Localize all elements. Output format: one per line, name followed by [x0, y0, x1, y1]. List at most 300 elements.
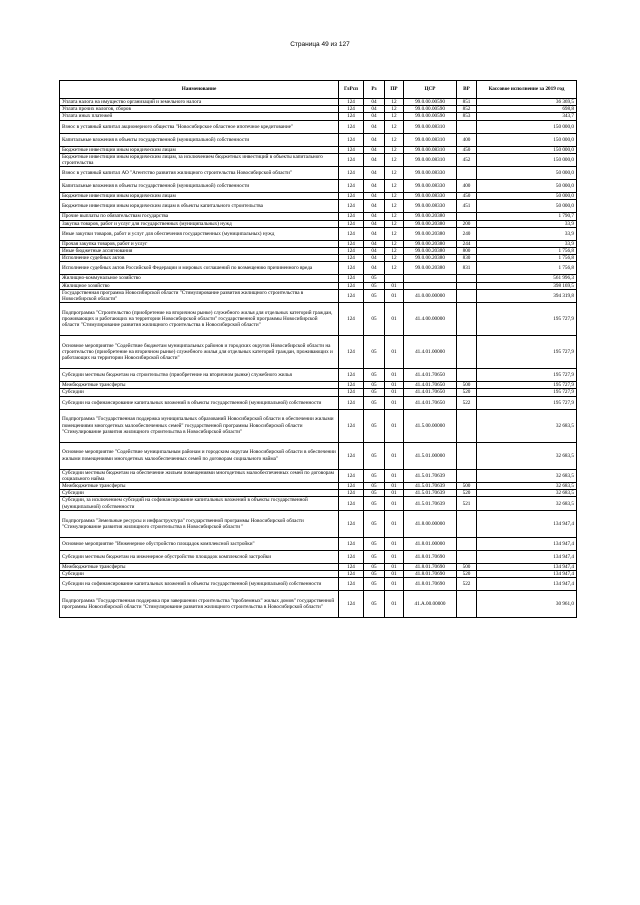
cell-vr: 451 [457, 200, 477, 213]
cell-pr: 12 [385, 213, 404, 220]
cell-amount: 150 000,0 [477, 146, 577, 153]
cell-glrsp: 124 [339, 409, 364, 442]
cell-pr: 01 [385, 442, 404, 469]
cell-glrsp: 124 [339, 591, 364, 618]
cell-rz: 05 [364, 396, 385, 409]
cell-vr [457, 303, 477, 336]
table-row [60, 563, 577, 570]
table-row [60, 255, 577, 262]
cell-glrsp: 124 [339, 563, 364, 570]
cell-pr: 01 [385, 571, 404, 578]
cell-vr [457, 537, 477, 550]
cell-pr: 12 [385, 220, 404, 227]
table-row [60, 153, 577, 166]
cell-name: Иные бюджетные ассигнования [60, 248, 339, 255]
cell-name: Основное мероприятие "Содействие бюджетам муниципальных районов и городских округов Новосибирской области на строительство (приобретение на вторичном рынке) служебного жилья для отдельных категорий граждан, проживающих и работающих на территории Новосибирской области" [60, 336, 339, 369]
cell-pr: 01 [385, 389, 404, 396]
cell-name: Бюджетные инвестиции иным юридическим лицам в объекты капитального строительства [60, 200, 339, 213]
cell-rz: 04 [364, 255, 385, 262]
table-row [60, 389, 577, 396]
cell-name: Межбюджетные трансферты [60, 483, 339, 490]
cell-amount: 32 683,5 [477, 483, 577, 490]
cell-amount: 195 727,9 [477, 303, 577, 336]
cell-rz: 05 [364, 389, 385, 396]
cell-name: Субсидии [60, 389, 339, 396]
cell-pr: 12 [385, 153, 404, 166]
cell-vr: 831 [457, 262, 477, 275]
cell-vr: 500 [457, 483, 477, 490]
cell-name: Прочая закупка товаров, работ и услуг [60, 240, 339, 247]
column-header-amount: Кассовое исполнение за 2019 год [477, 81, 577, 99]
cell-csr: 41.4.01.70650 [404, 396, 457, 409]
cell-vr: 521 [457, 497, 477, 510]
cell-pr: 01 [385, 369, 404, 382]
cell-amount: 134 947,4 [477, 563, 577, 570]
table-row [60, 180, 577, 193]
cell-glrsp: 124 [339, 99, 364, 106]
cell-csr: 41.А.00.00000 [404, 591, 457, 618]
cell-name: Жилищное хозяйство [60, 282, 339, 289]
cell-csr: 41.8.00.00000 [404, 510, 457, 537]
cell-csr: 41.5.01.00000 [404, 442, 457, 469]
cell-glrsp: 124 [339, 106, 364, 113]
cell-glrsp: 124 [339, 248, 364, 255]
cell-csr [404, 282, 457, 289]
cell-amount: 33,9 [477, 227, 577, 240]
cell-csr: 41.5.01.70639 [404, 469, 457, 482]
cell-csr: 99.0.00.20380 [404, 255, 457, 262]
cell-name: Субсидии местным бюджетам на инженерное обустройство площадок комплексной застройки [60, 550, 339, 563]
cell-rz: 04 [364, 240, 385, 247]
cell-amount: 50 000,0 [477, 200, 577, 213]
cell-glrsp: 124 [339, 213, 364, 220]
table-row [60, 497, 577, 510]
cell-name: Межбюджетные трансферты [60, 382, 339, 389]
column-header-glrsp: ГлРсп [339, 81, 364, 99]
cell-rz: 04 [364, 248, 385, 255]
cell-csr: 99.0.00.08310 [404, 133, 457, 146]
cell-rz: 04 [364, 133, 385, 146]
cell-glrsp: 124 [339, 227, 364, 240]
cell-vr: 450 [457, 146, 477, 153]
table-row [60, 396, 577, 409]
table-row [60, 578, 577, 591]
cell-amount: 1 756,8 [477, 255, 577, 262]
cell-rz: 05 [364, 369, 385, 382]
cell-vr [457, 167, 477, 180]
cell-glrsp: 124 [339, 262, 364, 275]
cell-pr: 12 [385, 255, 404, 262]
table-row [60, 483, 577, 490]
cell-amount: 134 947,4 [477, 510, 577, 537]
cell-name: Бюджетные инвестиции иным юридическим лицам [60, 146, 339, 153]
cell-glrsp: 124 [339, 578, 364, 591]
cell-vr: 851 [457, 99, 477, 106]
cell-name: Исполнение судебных актов [60, 255, 339, 262]
cell-pr: 01 [385, 537, 404, 550]
table-row [60, 120, 577, 133]
cell-glrsp: 124 [339, 255, 364, 262]
cell-pr: 12 [385, 133, 404, 146]
cell-csr: 41.8.01.70690 [404, 550, 457, 563]
column-header-pr: ПР [385, 81, 404, 99]
cell-name: Межбюджетные трансферты [60, 563, 339, 570]
cell-csr: 41.4.01.00000 [404, 336, 457, 369]
cell-rz: 05 [364, 483, 385, 490]
cell-vr [457, 369, 477, 382]
cell-pr: 01 [385, 303, 404, 336]
cell-csr: 99.0.00.20380 [404, 240, 457, 247]
cell-rz: 04 [364, 106, 385, 113]
cell-name: Уплата прочих налогов, сборов [60, 106, 339, 113]
cell-pr: 12 [385, 146, 404, 153]
cell-amount: 195 727,9 [477, 336, 577, 369]
cell-pr: 01 [385, 550, 404, 563]
cell-amount: 134 947,4 [477, 578, 577, 591]
table-row [60, 240, 577, 247]
cell-rz: 05 [364, 275, 385, 282]
cell-vr [457, 469, 477, 482]
cell-rz: 04 [364, 200, 385, 213]
cell-name: Субсидии [60, 571, 339, 578]
cell-amount: 698,8 [477, 106, 577, 113]
cell-amount: 343,7 [477, 113, 577, 120]
cell-rz: 05 [364, 537, 385, 550]
cell-rz: 05 [364, 336, 385, 369]
cell-glrsp: 124 [339, 571, 364, 578]
cell-pr: 01 [385, 469, 404, 482]
cell-glrsp: 124 [339, 220, 364, 227]
cell-pr: 01 [385, 282, 404, 289]
page-number-header: Страница 49 из 127 [290, 41, 350, 48]
cell-pr: 12 [385, 113, 404, 120]
cell-vr: 400 [457, 180, 477, 193]
cell-rz: 04 [364, 262, 385, 275]
cell-name: Иные закупки товаров, работ и услуг для обеспечения государственных (муниципальных) нужд [60, 227, 339, 240]
cell-amount: 36 369,5 [477, 99, 577, 106]
cell-pr: 01 [385, 289, 404, 302]
cell-name: Субсидии местным бюджетам на обеспечение жильем помещениями многодетных малообеспеченных семей по договорам социального найма [60, 469, 339, 482]
cell-name: Подпрограмма "Земельные ресурсы и инфраструктура" государственной программы Новосибирской области "Стимулирование развития жилищного строительства в Новосибирской области " [60, 510, 339, 537]
cell-vr: 452 [457, 153, 477, 166]
cell-csr: 41.4.01.70650 [404, 389, 457, 396]
cell-csr [404, 275, 457, 282]
cell-name: Прочие выплаты по обязательствам государства [60, 213, 339, 220]
cell-name: Субсидии [60, 490, 339, 497]
cell-glrsp: 124 [339, 193, 364, 200]
cell-glrsp: 124 [339, 550, 364, 563]
cell-amount: 150 000,0 [477, 120, 577, 133]
cell-vr: 500 [457, 382, 477, 389]
cell-amount: 32 683,5 [477, 409, 577, 442]
cell-vr [457, 282, 477, 289]
cell-name: Субсидии, за исключением субсидий на софинансирование капитальных вложений в объекты государственной (муниципальной) собственности [60, 497, 339, 510]
cell-pr: 01 [385, 409, 404, 442]
table-row [60, 550, 577, 563]
cell-name: Государственная программа Новосибирской области "Стимулирование развития жилищного строительства в Новосибирской области" [60, 289, 339, 302]
cell-glrsp: 124 [339, 200, 364, 213]
cell-glrsp: 124 [339, 537, 364, 550]
cell-glrsp: 124 [339, 153, 364, 166]
cell-glrsp: 124 [339, 120, 364, 133]
cell-amount: 195 727,9 [477, 369, 577, 382]
cell-amount: 394 319,8 [477, 289, 577, 302]
table-row [60, 469, 577, 482]
cell-pr: 01 [385, 490, 404, 497]
cell-vr [457, 442, 477, 469]
table-row [60, 591, 577, 618]
cell-amount: 32 683,5 [477, 442, 577, 469]
table-row [60, 193, 577, 200]
table-row [60, 262, 577, 275]
cell-amount: 32 683,5 [477, 469, 577, 482]
cell-name: Подпрограмма "Государственная поддержка муниципальных образований Новосибирской области в обеспечении жилыми помещениями многодетных малообеспеченных семей" государственной программы Новосибирской области "Стимулирование развития жилищного строительства в Новосибирской области" [60, 409, 339, 442]
cell-name: Основное мероприятие "Содействие муниципальным районам и городским округам Новосибирской области в обеспечении жилыми помещениями многодетных малообеспеченных семей по договорам социального найма" [60, 442, 339, 469]
table-row [60, 248, 577, 255]
cell-vr: 500 [457, 563, 477, 570]
cell-vr [457, 510, 477, 537]
table-row [60, 571, 577, 578]
cell-csr: 99.0.00.20380 [404, 227, 457, 240]
table-row [60, 303, 577, 336]
table-row [60, 369, 577, 382]
cell-pr [385, 275, 404, 282]
cell-vr [457, 289, 477, 302]
cell-amount: 50 000,0 [477, 167, 577, 180]
cell-glrsp: 124 [339, 382, 364, 389]
cell-name: Подпрограмма "Государственная поддержка при завершении строительства "проблемных" жилых домов" государственной программы Новосибирской области "Стимулирование развития жилищного строительства в Новосибирской области" [60, 591, 339, 618]
cell-amount: 33,9 [477, 220, 577, 227]
table-row [60, 167, 577, 180]
cell-glrsp: 124 [339, 275, 364, 282]
cell-vr: 852 [457, 106, 477, 113]
cell-rz: 05 [364, 469, 385, 482]
cell-rz: 05 [364, 409, 385, 442]
cell-csr: 99.0.00.08310 [404, 146, 457, 153]
cell-rz: 05 [364, 591, 385, 618]
cell-vr [457, 213, 477, 220]
cell-vr: 450 [457, 193, 477, 200]
cell-amount: 134 947,4 [477, 550, 577, 563]
table-body [60, 99, 577, 618]
cell-name: Субсидии на софинансирование капитальных вложений в объекты государственной (муниципальной) собственности [60, 578, 339, 591]
cell-csr: 99.0.00.20380 [404, 248, 457, 255]
cell-rz: 05 [364, 442, 385, 469]
cell-rz: 05 [364, 550, 385, 563]
table-row [60, 133, 577, 146]
cell-name: Основное мероприятие "Инженерное обустройство площадок комплексной застройки" [60, 537, 339, 550]
cell-vr [457, 591, 477, 618]
table-row [60, 336, 577, 369]
cell-glrsp: 124 [339, 146, 364, 153]
cell-rz: 04 [364, 227, 385, 240]
cell-pr: 12 [385, 120, 404, 133]
cell-name: Уплата налога на имущество организаций и земельного налога [60, 99, 339, 106]
cell-pr: 01 [385, 497, 404, 510]
cell-pr: 12 [385, 180, 404, 193]
table-row [60, 282, 577, 289]
table-row [60, 537, 577, 550]
cell-rz: 04 [364, 153, 385, 166]
cell-amount: 1 756,8 [477, 262, 577, 275]
cell-name: Подпрограмма "Строительство (приобретение на вторичном рынке) служебного жилья для отдельных категорий граждан, проживающих и работающих на территории Новосибирской области" государственной программы Новосибирской области "Стимулирование развития жилищного строительства в Новосибирской области" [60, 303, 339, 336]
table-row [60, 227, 577, 240]
table-row [60, 442, 577, 469]
cell-glrsp: 124 [339, 240, 364, 247]
cell-rz: 05 [364, 510, 385, 537]
cell-pr: 12 [385, 227, 404, 240]
cell-csr: 99.0.00.08330 [404, 193, 457, 200]
cell-rz: 04 [364, 193, 385, 200]
cell-pr: 01 [385, 382, 404, 389]
cell-name: Исполнение судебных актов Российской Федерации и мировых соглашений по возмещению причиненного вреда [60, 262, 339, 275]
cell-name: Капитальные вложения в объекты государственной (муниципальной) собственности [60, 180, 339, 193]
cell-name: Жилищно-коммунальное хозяйство [60, 275, 339, 282]
cell-amount: 195 727,9 [477, 382, 577, 389]
cell-name: Взнос в уставный капитал АО "Агентство развития жилищного строительства Новосибирской области" [60, 167, 339, 180]
cell-vr [457, 409, 477, 442]
cell-pr: 12 [385, 262, 404, 275]
cell-glrsp: 124 [339, 510, 364, 537]
cell-vr: 520 [457, 571, 477, 578]
cell-vr: 400 [457, 133, 477, 146]
cell-glrsp: 124 [339, 369, 364, 382]
table-row [60, 99, 577, 106]
table-row [60, 275, 577, 282]
cell-glrsp: 124 [339, 396, 364, 409]
cell-rz: 04 [364, 146, 385, 153]
cell-amount: 195 727,9 [477, 396, 577, 409]
cell-name: Субсидии на софинансирование капитальных вложений в объекты государственной (муниципальной) собственности [60, 396, 339, 409]
cell-name: Закупка товаров, работ и услуг для государственных (муниципальных) нужд [60, 220, 339, 227]
cell-vr: 830 [457, 255, 477, 262]
cell-csr: 99.0.00.00590 [404, 106, 457, 113]
cell-amount: 150 000,0 [477, 133, 577, 146]
cell-vr [457, 120, 477, 133]
cell-vr: 520 [457, 490, 477, 497]
column-header-vr: ВР [457, 81, 477, 99]
cell-pr: 12 [385, 240, 404, 247]
cell-glrsp: 124 [339, 442, 364, 469]
cell-csr: 99.0.00.08330 [404, 200, 457, 213]
cell-csr: 99.0.00.20380 [404, 220, 457, 227]
cell-amount: 32 683,5 [477, 497, 577, 510]
cell-rz: 04 [364, 180, 385, 193]
cell-rz: 05 [364, 578, 385, 591]
cell-name: Бюджетные инвестиции иным юридическим лицам [60, 193, 339, 200]
cell-vr: 520 [457, 389, 477, 396]
cell-rz: 05 [364, 289, 385, 302]
cell-amount: 134 947,4 [477, 537, 577, 550]
cell-name: Взнос в уставный капитал акционерного общества "Новосибирское областное ипотечное кредитование" [60, 120, 339, 133]
table-header-row [60, 81, 577, 99]
column-header-csr: ЦСР [404, 81, 457, 99]
cell-csr: 41.4.01.70650 [404, 369, 457, 382]
cell-amount: 30 961,0 [477, 591, 577, 618]
cell-csr: 99.0.00.00590 [404, 99, 457, 106]
cell-vr [457, 275, 477, 282]
cell-glrsp: 124 [339, 289, 364, 302]
cell-glrsp: 124 [339, 336, 364, 369]
cell-glrsp: 124 [339, 490, 364, 497]
cell-glrsp: 124 [339, 113, 364, 120]
cell-csr: 41.5.00.00000 [404, 409, 457, 442]
cell-glrsp: 124 [339, 497, 364, 510]
cell-vr [457, 336, 477, 369]
cell-vr: 522 [457, 396, 477, 409]
table-row [60, 382, 577, 389]
cell-glrsp: 124 [339, 483, 364, 490]
table-row [60, 289, 577, 302]
cell-amount: 1 790,7 [477, 213, 577, 220]
cell-vr [457, 550, 477, 563]
cell-csr: 99.0.00.08330 [404, 167, 457, 180]
cell-csr: 99.0.00.00590 [404, 113, 457, 120]
cell-csr: 41.8.01.70690 [404, 578, 457, 591]
cell-pr: 12 [385, 193, 404, 200]
cell-glrsp: 124 [339, 282, 364, 289]
cell-name: Уплата иных платежей [60, 113, 339, 120]
cell-name: Субсидии местным бюджетам на строительство (приобретение на вторичном рынке) служебного жилья [60, 369, 339, 382]
cell-csr: 41.8.01.70690 [404, 563, 457, 570]
cell-csr: 99.0.00.20380 [404, 213, 457, 220]
cell-csr: 41.8.01.00000 [404, 537, 457, 550]
cell-csr: 41.5.01.70639 [404, 490, 457, 497]
cell-amount: 33,9 [477, 240, 577, 247]
cell-name: Капитальные вложения в объекты государственной (муниципальной) собственности [60, 133, 339, 146]
cell-vr: 240 [457, 227, 477, 240]
cell-csr: 99.0.00.08330 [404, 180, 457, 193]
cell-csr: 41.0.00.00000 [404, 289, 457, 302]
cell-glrsp: 124 [339, 389, 364, 396]
cell-csr: 41.5.01.70639 [404, 497, 457, 510]
table-row [60, 409, 577, 442]
cell-pr: 01 [385, 563, 404, 570]
column-header-rz: Рз [364, 81, 385, 99]
cell-vr: 853 [457, 113, 477, 120]
cell-glrsp: 124 [339, 167, 364, 180]
cell-csr: 99.0.00.08310 [404, 120, 457, 133]
cell-glrsp: 124 [339, 133, 364, 146]
cell-name: Бюджетные инвестиции иным юридическим лицам, за исключением бюджетных инвестиций в объекты капитального строительства [60, 153, 339, 166]
cell-pr: 01 [385, 396, 404, 409]
cell-csr: 41.8.01.70690 [404, 571, 457, 578]
cell-amount: 561 996,3 [477, 275, 577, 282]
table-row [60, 220, 577, 227]
cell-rz: 04 [364, 120, 385, 133]
cell-pr: 01 [385, 483, 404, 490]
column-header-name: Наименование [60, 81, 339, 99]
cell-rz: 05 [364, 282, 385, 289]
cell-rz: 05 [364, 382, 385, 389]
table-row [60, 200, 577, 213]
cell-amount: 32 683,5 [477, 490, 577, 497]
cell-vr: 522 [457, 578, 477, 591]
cell-rz: 04 [364, 113, 385, 120]
cell-vr: 800 [457, 248, 477, 255]
cell-amount: 50 000,0 [477, 193, 577, 200]
cell-pr: 12 [385, 106, 404, 113]
cell-csr: 99.0.00.20380 [404, 262, 457, 275]
cell-rz: 04 [364, 220, 385, 227]
cell-pr: 12 [385, 200, 404, 213]
cell-glrsp: 124 [339, 180, 364, 193]
cell-amount: 398 169,5 [477, 282, 577, 289]
cell-rz: 04 [364, 167, 385, 180]
cell-amount: 195 727,9 [477, 389, 577, 396]
cell-rz: 05 [364, 571, 385, 578]
cell-rz: 05 [364, 563, 385, 570]
